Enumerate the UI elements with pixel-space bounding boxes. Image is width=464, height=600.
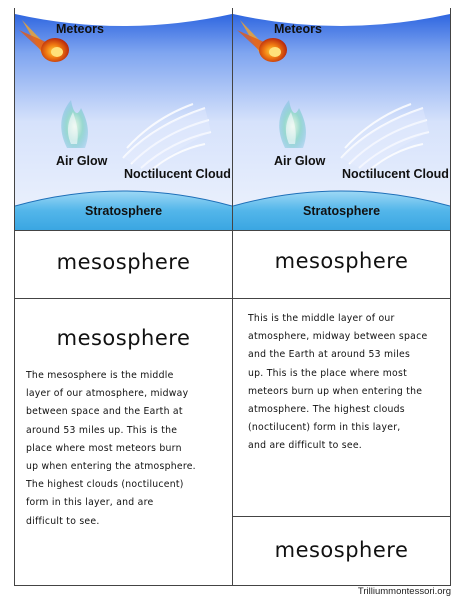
text-card-line: (noctilucent) form in this layer,: [248, 422, 401, 434]
text-card-line: meteors burn up when entering the: [248, 385, 423, 397]
air-glow-label: Air Glow: [56, 154, 108, 168]
row-divider-2: [14, 298, 451, 299]
meteors-label: Meteors: [274, 22, 322, 36]
picture-card-right: [233, 8, 450, 230]
text-card-line: and are difficult to see.: [248, 440, 363, 452]
text-card-line: This is the middle layer of our: [248, 313, 395, 324]
mesosphere-illustration: [15, 8, 232, 230]
stratosphere-label: Stratosphere: [85, 204, 163, 218]
noctilucent-cloud-label: Noctilucent Cloud: [342, 167, 449, 181]
definition-line: form in this layer, and are: [26, 497, 154, 509]
definition-line: The mesosphere is the middle: [26, 370, 174, 381]
noctilucent-cloud-label: Noctilucent Cloud: [124, 167, 231, 181]
stratosphere-label: Stratosphere: [303, 204, 381, 218]
text-card-line: atmosphere. The highest clouds: [248, 404, 405, 416]
footer-credit: Trilliummontessori.org: [357, 586, 451, 597]
label-card-left: mesosphere: [56, 250, 191, 274]
definition-line: The highest clouds (noctilucent): [26, 479, 184, 491]
definition-title: mesosphere: [56, 326, 191, 350]
picture-card-left: [15, 8, 232, 230]
definition-line: place where most meteors burn: [26, 442, 182, 454]
text-card-line: and the Earth at around 53 miles: [248, 349, 411, 361]
label-card-right: mesosphere: [274, 249, 409, 273]
text-card-line: atmosphere, midway between space: [248, 331, 428, 343]
definition-text: [26, 367, 230, 531]
definition-line: between space and the Earth at: [26, 406, 183, 418]
mesosphere-illustration: [233, 8, 450, 230]
label-card-bottom: mesosphere: [274, 538, 409, 562]
text-card-line: up. This is the place where most: [248, 367, 407, 379]
air-glow-label: Air Glow: [274, 154, 326, 168]
definition-line: around 53 miles up. This is the: [26, 424, 178, 436]
row-divider-3: [233, 516, 451, 517]
row-divider-1: [14, 230, 451, 231]
definition-line: layer of our atmosphere, midway: [26, 388, 189, 400]
meteors-label: Meteors: [56, 22, 104, 36]
definition-line: up when entering the atmosphere.: [26, 461, 196, 473]
definition-line: difficult to see.: [26, 515, 100, 527]
text-card: [248, 310, 448, 456]
